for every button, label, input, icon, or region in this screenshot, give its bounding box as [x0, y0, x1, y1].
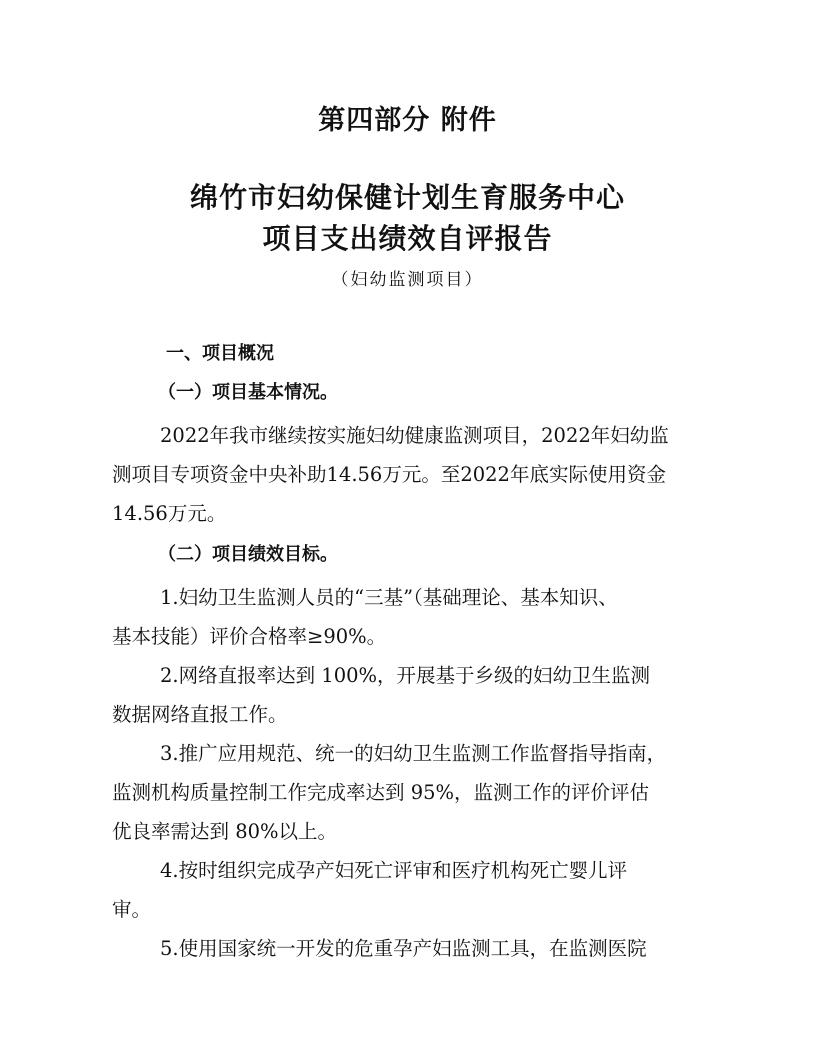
section-heading: 一、项目概况 [166, 343, 274, 364]
report-subtitle: （妇幼监测项目） [331, 270, 484, 290]
paragraph-line: 优良率需达到 80%以上。 [112, 820, 338, 843]
paragraph-line: 监测机构质量控制工作完成率达到 95%，监测工作的评价评估 [112, 781, 650, 804]
subsection-heading-performance-goals: （二）项目绩效目标。 [158, 544, 338, 565]
paragraph-line: 3.推广应用规范、统一的妇幼卫生监测工作监督指导指南， [160, 742, 667, 765]
paragraph-line: 2022年我市继续按实施妇幼健康监测项目，2022年妇幼监 [160, 424, 669, 447]
paragraph-line: 基本技能）评价合格率≥90%。 [112, 625, 387, 648]
part-title: 第四部分 附件 [318, 105, 497, 136]
paragraph-line: 数据网络直报工作。 [112, 703, 288, 726]
paragraph-line: 2.网络直报率达到 100%，开展基于乡级的妇幼卫生监测 [160, 664, 651, 687]
report-title-line-1: 绵竹市妇幼保健计划生育服务中心 [189, 181, 625, 214]
paragraph-line: 4.按时组织完成孕产妇死亡评审和医疗机构死亡婴儿评 [160, 859, 628, 882]
report-title-line-2: 项目支出绩效自评报告 [262, 222, 553, 255]
paragraph-line: 14.56万元。 [112, 502, 227, 525]
paragraph-line: 测项目专项资金中央补助14.56万元。至2022年底实际使用资金 [112, 463, 666, 486]
subsection-heading-basic-info: （一）项目基本情况。 [158, 382, 338, 403]
paragraph-line: 审。 [112, 898, 152, 921]
paragraph-line: 1.妇幼卫生监测人员的“三基”（基础理论、基本知识、 [160, 586, 618, 609]
paragraph-line: 5.使用国家统一开发的危重孕产妇监测工具，在监测医院 [160, 937, 647, 960]
